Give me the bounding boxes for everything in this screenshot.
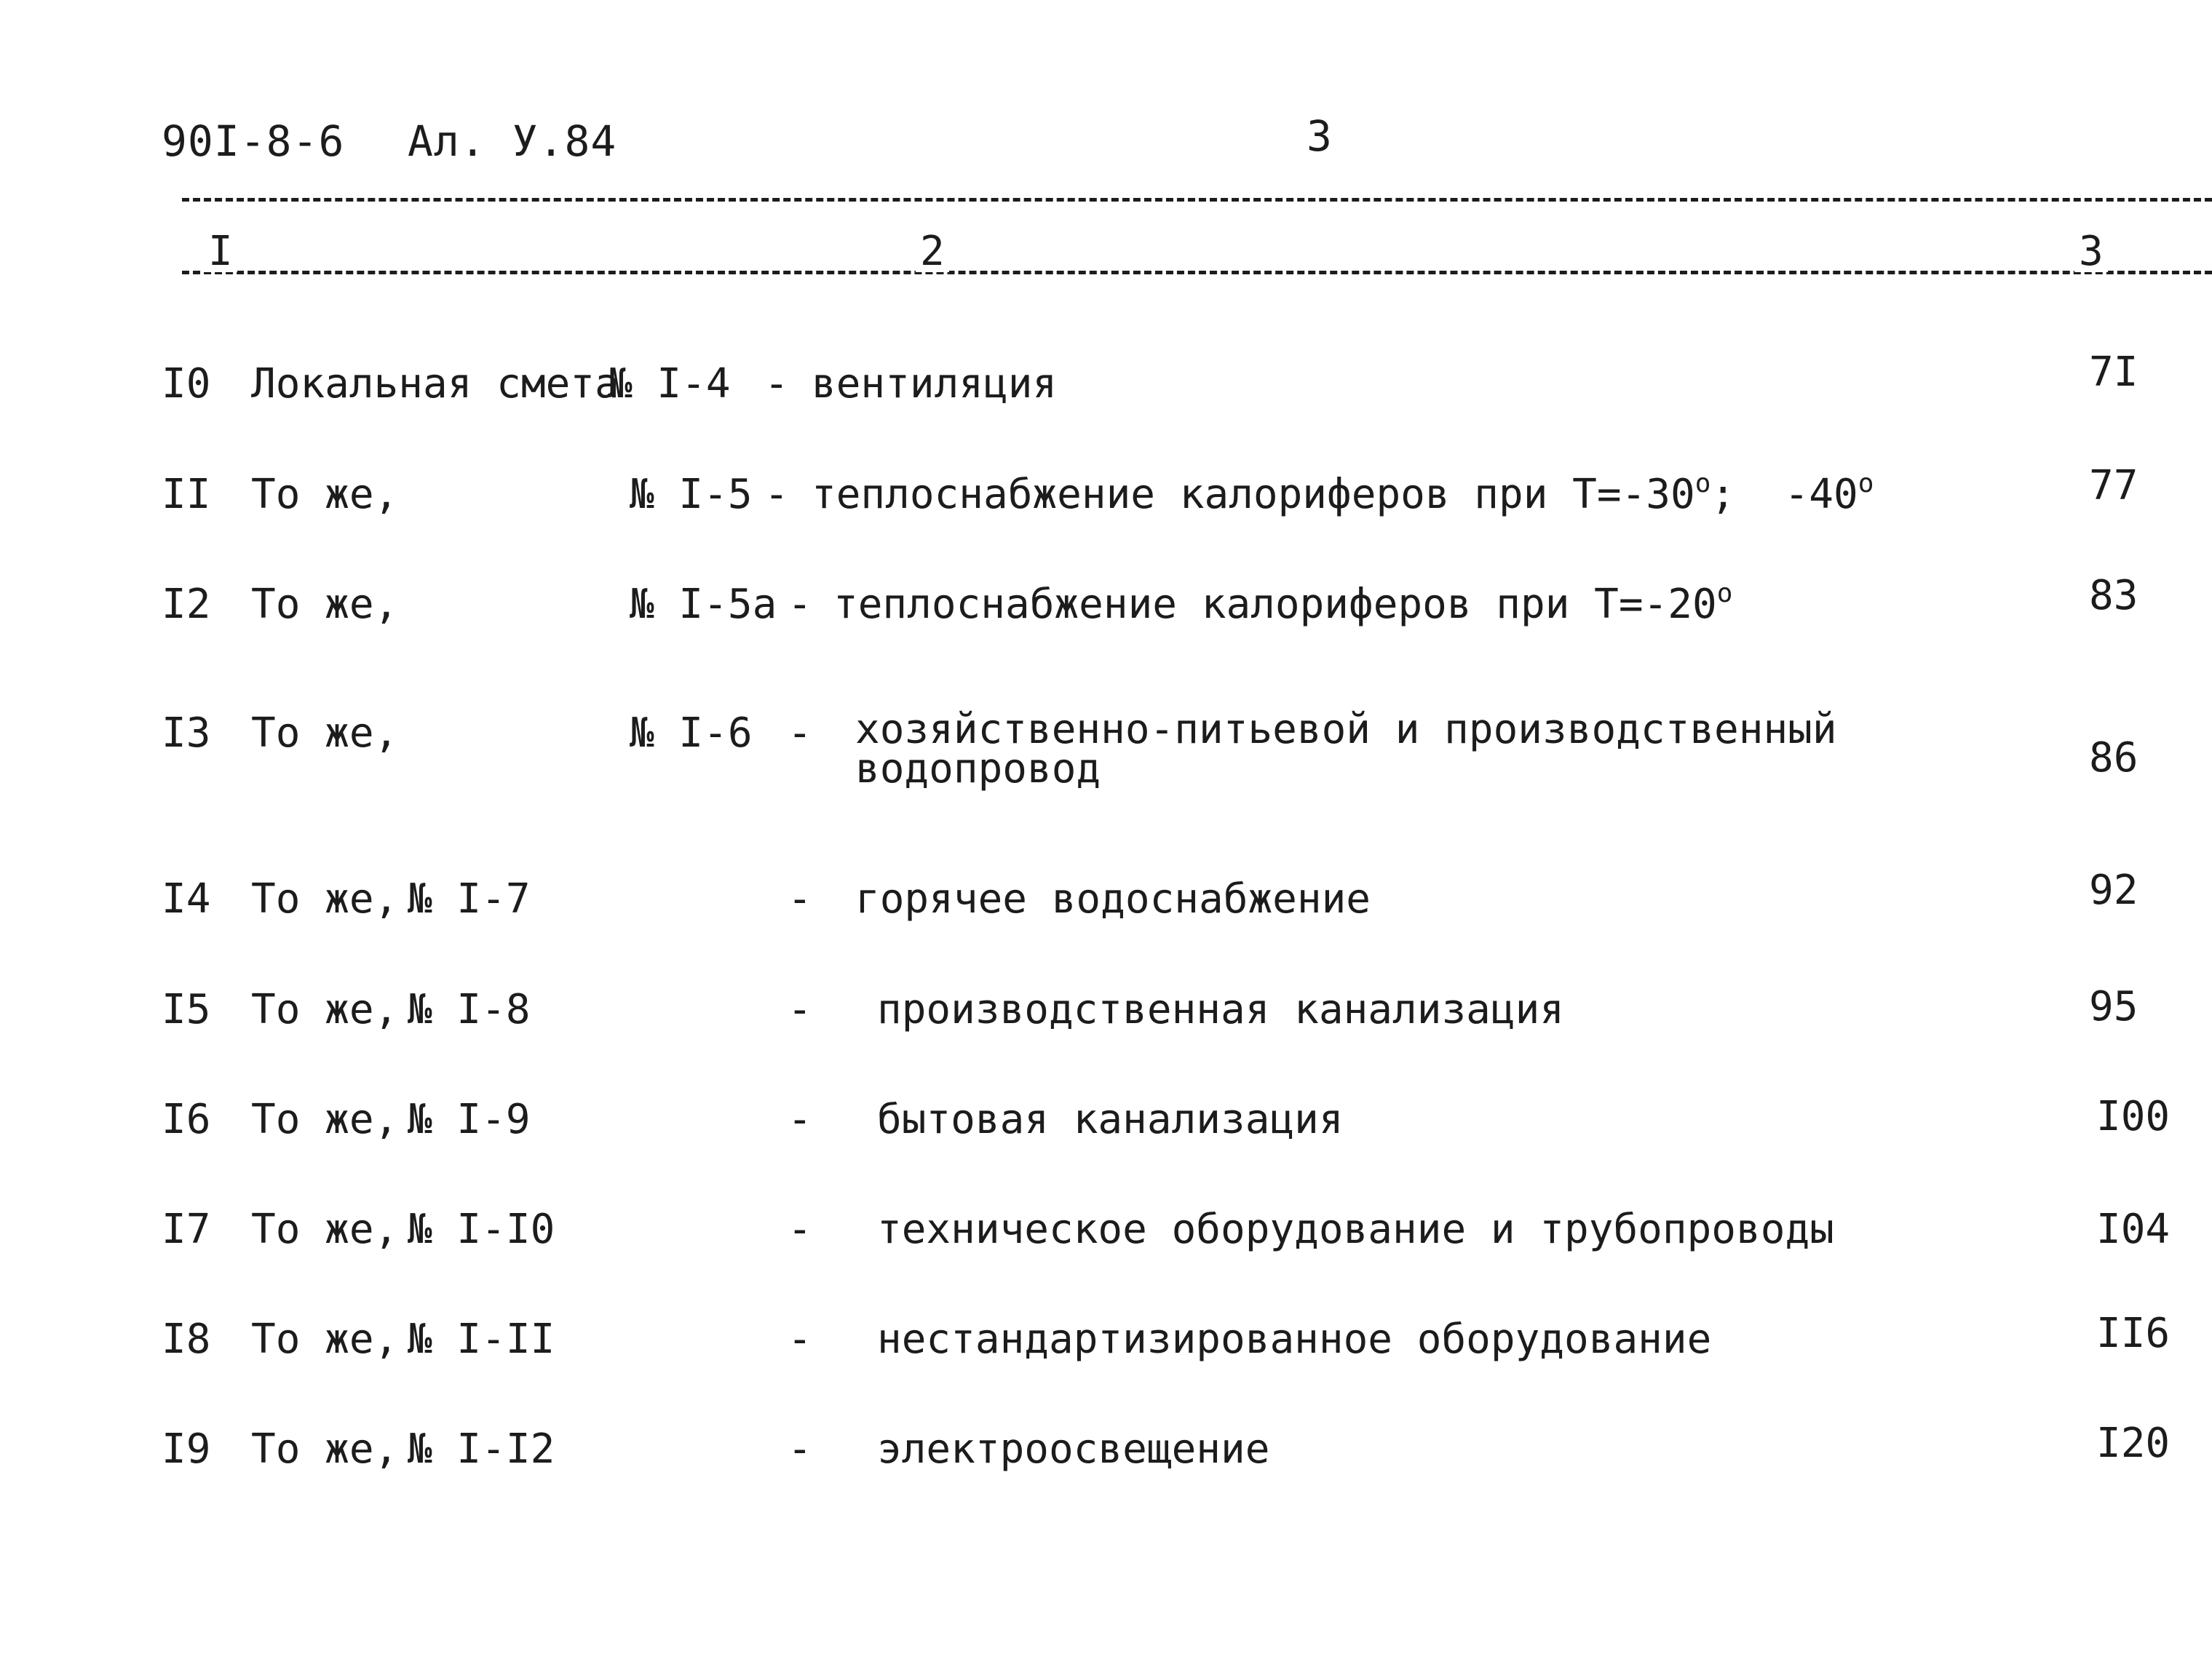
row-label: То же, [251,1096,399,1143]
row-description [833,578,1733,628]
row-dash: - [788,581,812,628]
degree-mark: о [1716,578,1733,608]
row-label: То же, [251,1206,399,1253]
row-ref: № I-II [408,1316,555,1363]
row-description [812,469,1874,518]
row-ref: № I-5 [630,471,753,518]
column-number-3: 3 [2074,231,2108,272]
row-label: То же, [251,1425,399,1473]
row-page: 83 [2089,572,2138,619]
row-number: I7 [162,1206,211,1253]
row-page: I20 [2096,1420,2171,1467]
row-number: I5 [162,986,211,1033]
row-page: 86 [2089,734,2138,782]
row-ref: № I-6 [630,709,753,757]
document-code: 90I-8-6 [162,116,345,166]
row-label: То же, [251,581,399,628]
row-description-text: теплоснабжение калориферов при Т=-30 [812,471,1695,518]
row-number: I0 [162,360,211,407]
row-ref: № I-9 [408,1096,531,1143]
row-dash: - [764,360,789,407]
row-label: Локальная смета [251,360,619,407]
row-page: 7I [2089,349,2138,396]
row-label: То же, [251,986,399,1033]
row-dash: - [788,986,812,1033]
degree-mark: о [1694,469,1711,498]
row-description: нестандартизированное оборудование [877,1316,1712,1363]
row-description: электроосвещение [877,1425,1270,1473]
row-page: 77 [2089,462,2138,509]
row-description [855,706,1837,792]
row-dash: - [788,1425,812,1473]
row-number: I4 [162,875,211,923]
row-ref: № I-8 [408,986,531,1033]
row-dash: - [788,1096,812,1143]
row-ref: № I-5а [630,581,777,628]
row-page: I00 [2096,1093,2171,1140]
row-label: То же, [251,471,399,518]
row-page: 95 [2089,983,2138,1030]
row-description-line-2: водопровод [855,745,1101,792]
row-description-text: теплоснабжение калориферов при Т=-20 [833,581,1717,628]
row-page: I04 [2096,1206,2171,1253]
row-number: I6 [162,1096,211,1143]
row-dash: - [788,1206,812,1253]
column-number-2: 2 [916,231,949,272]
row-description-line-1: хозяйственно-питьевой и производственный [855,706,1837,753]
row-page: II6 [2096,1310,2171,1357]
row-ref: № I-7 [408,875,531,923]
row-description: производственная канализация [877,986,1565,1033]
row-page: 92 [2089,867,2138,914]
row-number: I9 [162,1425,211,1473]
row-description: вентиляция [812,360,1058,407]
row-description: горячее водоснабжение [855,875,1371,923]
column-number-1: I [204,231,237,272]
row-ref: № I-I0 [408,1206,555,1253]
row-label: То же, [251,1316,399,1363]
row-label: То же, [251,875,399,923]
row-number: I8 [162,1316,211,1363]
row-description: техническое оборудование и трубопроводы [877,1206,1834,1253]
row-dash: - [788,1316,812,1363]
row-description-tail: ; -40 [1710,471,1858,518]
degree-mark: о [1858,469,1874,498]
row-dash: - [788,875,812,923]
row-dash: - [788,709,812,757]
album-number: Ал. У.84 [408,116,617,166]
header-rule-top [182,198,2212,202]
row-description: бытовая канализация [877,1096,1344,1143]
row-number: I2 [162,581,211,628]
row-number: I3 [162,709,211,757]
row-ref: № I-I2 [408,1425,555,1473]
row-number: II [162,471,211,518]
page-number: 3 [1307,111,1333,161]
row-dash: - [764,471,789,518]
header-rule-bottom [182,271,2212,274]
row-label: То же, [251,709,399,757]
row-ref: № I-4 [608,360,731,407]
